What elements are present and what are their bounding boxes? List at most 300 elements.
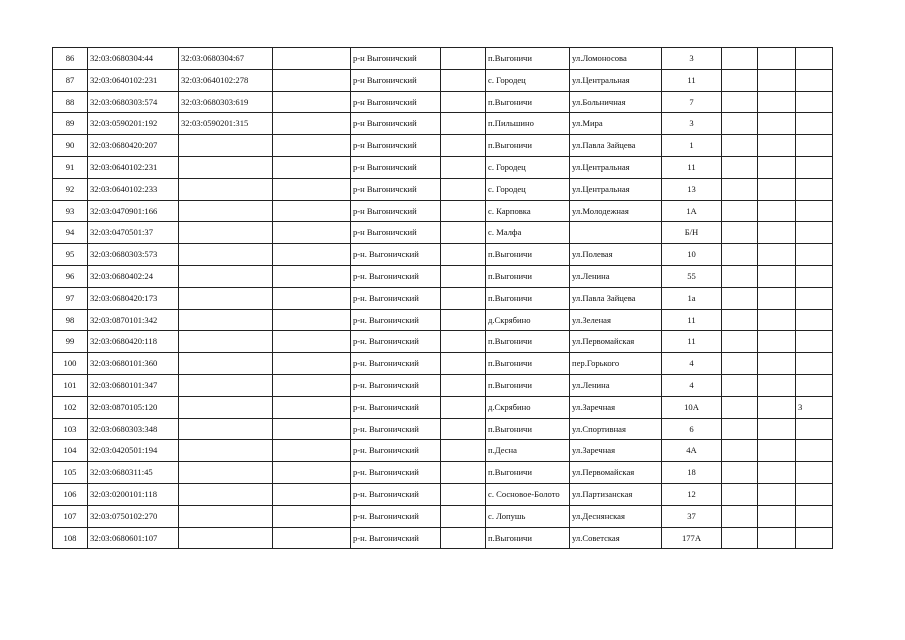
extra-field-cell [273, 222, 351, 244]
district-cell: р-н Выгоничский [351, 69, 441, 91]
row-number-cell: 107 [53, 505, 88, 527]
extra-field-cell [273, 374, 351, 396]
cadastral-number-cell: 32:03:0680303:574 [88, 91, 179, 113]
house-number-cell: 6 [662, 418, 722, 440]
blank-field-cell [441, 505, 486, 527]
table-row [53, 135, 833, 157]
col-11-cell [758, 178, 796, 200]
col-10-cell [722, 178, 758, 200]
col-11-cell [758, 353, 796, 375]
blank-field-cell [441, 462, 486, 484]
col-12-cell [796, 91, 833, 113]
col-10-cell [722, 396, 758, 418]
col-12-cell [796, 331, 833, 353]
district-cell: р-н. Выгоничский [351, 396, 441, 418]
settlement-cell: п.Выгоничи [486, 91, 570, 113]
row-number-cell: 104 [53, 440, 88, 462]
district-cell: р-н. Выгоничский [351, 244, 441, 266]
table-row [53, 374, 833, 396]
extra-field-cell [273, 309, 351, 331]
settlement-cell: п.Выгоничи [486, 374, 570, 396]
street-cell: ул.Ленина [570, 374, 662, 396]
prev-cadastral-number-cell [179, 396, 273, 418]
extra-field-cell [273, 69, 351, 91]
cadastral-number-cell: 32:03:0420501:194 [88, 440, 179, 462]
row-number-cell: 98 [53, 309, 88, 331]
cadastral-number-cell: 32:03:0680402:24 [88, 265, 179, 287]
blank-field-cell [441, 265, 486, 287]
row-number-cell: 95 [53, 244, 88, 266]
col-10-cell [722, 505, 758, 527]
district-cell: р-н Выгоничский [351, 48, 441, 70]
street-cell: ул.Зеленая [570, 309, 662, 331]
settlement-cell: с. Малфа [486, 222, 570, 244]
cadastral-number-cell: 32:03:0640102:233 [88, 178, 179, 200]
extra-field-cell [273, 265, 351, 287]
row-number-cell: 90 [53, 135, 88, 157]
cadastral-number-cell: 32:03:0680420:173 [88, 287, 179, 309]
settlement-cell: п.Выгоничи [486, 265, 570, 287]
extra-field-cell [273, 353, 351, 375]
col-11-cell [758, 287, 796, 309]
settlement-cell: с. Сосновое-Болото [486, 483, 570, 505]
house-number-cell: 1 [662, 135, 722, 157]
col-12-cell [796, 113, 833, 135]
blank-field-cell [441, 440, 486, 462]
house-number-cell: 177А [662, 527, 722, 549]
blank-field-cell [441, 156, 486, 178]
street-cell: ул.Больничная [570, 91, 662, 113]
col-10-cell [722, 113, 758, 135]
table-row [53, 69, 833, 91]
street-cell: ул.Деснянская [570, 505, 662, 527]
table-body [53, 48, 833, 549]
col-10-cell [722, 200, 758, 222]
col-12-cell [796, 353, 833, 375]
house-number-cell: 10 [662, 244, 722, 266]
district-cell: р-н. Выгоничский [351, 418, 441, 440]
table-row [53, 309, 833, 331]
district-cell: р-н Выгоничский [351, 113, 441, 135]
cadastral-number-cell: 32:03:0640102:231 [88, 69, 179, 91]
prev-cadastral-number-cell [179, 200, 273, 222]
col-10-cell [722, 374, 758, 396]
col-11-cell [758, 244, 796, 266]
cadastral-number-cell: 32:03:0680303:348 [88, 418, 179, 440]
col-12-cell: 3 [796, 396, 833, 418]
house-number-cell: 7 [662, 91, 722, 113]
house-number-cell: 1а [662, 287, 722, 309]
extra-field-cell [273, 505, 351, 527]
extra-field-cell [273, 113, 351, 135]
col-11-cell [758, 527, 796, 549]
cadastral-number-cell: 32:03:0680304:44 [88, 48, 179, 70]
col-12-cell [796, 178, 833, 200]
settlement-cell: п.Выгоничи [486, 287, 570, 309]
prev-cadastral-number-cell [179, 483, 273, 505]
col-11-cell [758, 483, 796, 505]
house-number-cell: 11 [662, 69, 722, 91]
district-cell: р-н. Выгоничский [351, 483, 441, 505]
col-12-cell [796, 483, 833, 505]
prev-cadastral-number-cell: 32:03:0640102:278 [179, 69, 273, 91]
col-11-cell [758, 265, 796, 287]
settlement-cell: п.Выгоничи [486, 48, 570, 70]
street-cell: ул.Павла Зайцева [570, 135, 662, 157]
street-cell: ул.Молодежная [570, 200, 662, 222]
col-12-cell [796, 265, 833, 287]
col-10-cell [722, 483, 758, 505]
col-10-cell [722, 244, 758, 266]
table-row [53, 483, 833, 505]
house-number-cell: 12 [662, 483, 722, 505]
house-number-cell: 4 [662, 353, 722, 375]
cadastral-number-cell: 32:03:0200101:118 [88, 483, 179, 505]
prev-cadastral-number-cell [179, 331, 273, 353]
col-11-cell [758, 418, 796, 440]
row-number-cell: 108 [53, 527, 88, 549]
blank-field-cell [441, 244, 486, 266]
row-number-cell: 102 [53, 396, 88, 418]
col-12-cell [796, 418, 833, 440]
col-12-cell [796, 440, 833, 462]
cadastral-number-cell: 32:03:0470501:37 [88, 222, 179, 244]
district-cell: р-н. Выгоничский [351, 353, 441, 375]
street-cell: ул.Павла Зайцева [570, 287, 662, 309]
col-12-cell [796, 527, 833, 549]
table-row [53, 418, 833, 440]
settlement-cell: с. Городец [486, 178, 570, 200]
street-cell: ул.Ленина [570, 265, 662, 287]
street-cell [570, 222, 662, 244]
settlement-cell: с. Городец [486, 69, 570, 91]
extra-field-cell [273, 440, 351, 462]
cadastral-number-cell: 32:03:0470901:166 [88, 200, 179, 222]
cadastral-number-cell: 32:03:0680420:118 [88, 331, 179, 353]
table-row [53, 527, 833, 549]
prev-cadastral-number-cell [179, 505, 273, 527]
blank-field-cell [441, 353, 486, 375]
settlement-cell: п.Выгоничи [486, 462, 570, 484]
col-10-cell [722, 440, 758, 462]
house-number-cell: 18 [662, 462, 722, 484]
cadastral-number-cell: 32:03:0680303:573 [88, 244, 179, 266]
prev-cadastral-number-cell [179, 156, 273, 178]
cadastral-number-cell: 32:03:0680311:45 [88, 462, 179, 484]
col-12-cell [796, 48, 833, 70]
settlement-cell: с. Городец [486, 156, 570, 178]
blank-field-cell [441, 113, 486, 135]
row-number-cell: 92 [53, 178, 88, 200]
col-11-cell [758, 374, 796, 396]
blank-field-cell [441, 527, 486, 549]
col-11-cell [758, 440, 796, 462]
extra-field-cell [273, 156, 351, 178]
table-row [53, 200, 833, 222]
house-number-cell: 11 [662, 331, 722, 353]
cadastral-number-cell: 32:03:0590201:192 [88, 113, 179, 135]
blank-field-cell [441, 483, 486, 505]
district-cell: р-н. Выгоничский [351, 331, 441, 353]
settlement-cell: п.Выгоничи [486, 418, 570, 440]
col-10-cell [722, 353, 758, 375]
col-12-cell [796, 135, 833, 157]
table-row [53, 265, 833, 287]
house-number-cell: 55 [662, 265, 722, 287]
settlement-cell: с. Карповка [486, 200, 570, 222]
table-row [53, 178, 833, 200]
col-11-cell [758, 135, 796, 157]
col-11-cell [758, 156, 796, 178]
col-10-cell [722, 462, 758, 484]
col-11-cell [758, 48, 796, 70]
prev-cadastral-number-cell [179, 309, 273, 331]
cadastral-number-cell: 32:03:0680101:360 [88, 353, 179, 375]
blank-field-cell [441, 309, 486, 331]
col-12-cell [796, 462, 833, 484]
table-row [53, 353, 833, 375]
register-table-sheet [52, 47, 833, 549]
street-cell: ул.Партизанская [570, 483, 662, 505]
extra-field-cell [273, 396, 351, 418]
prev-cadastral-number-cell: 32:03:0680304:67 [179, 48, 273, 70]
col-11-cell [758, 462, 796, 484]
house-number-cell: Б/Н [662, 222, 722, 244]
cadastral-number-cell: 32:03:0680420:207 [88, 135, 179, 157]
prev-cadastral-number-cell: 32:03:0590201:315 [179, 113, 273, 135]
col-10-cell [722, 527, 758, 549]
extra-field-cell [273, 418, 351, 440]
col-10-cell [722, 48, 758, 70]
settlement-cell: п.Выгоничи [486, 527, 570, 549]
col-10-cell [722, 331, 758, 353]
district-cell: р-н. Выгоничский [351, 374, 441, 396]
col-12-cell [796, 156, 833, 178]
row-number-cell: 87 [53, 69, 88, 91]
col-10-cell [722, 91, 758, 113]
street-cell: ул.Мира [570, 113, 662, 135]
cadastral-number-cell: 32:03:0750102:270 [88, 505, 179, 527]
settlement-cell: п.Выгоничи [486, 331, 570, 353]
house-number-cell: 4 [662, 374, 722, 396]
blank-field-cell [441, 200, 486, 222]
row-number-cell: 86 [53, 48, 88, 70]
extra-field-cell [273, 135, 351, 157]
col-10-cell [722, 309, 758, 331]
settlement-cell: п.Десна [486, 440, 570, 462]
extra-field-cell [273, 287, 351, 309]
row-number-cell: 97 [53, 287, 88, 309]
prev-cadastral-number-cell [179, 418, 273, 440]
blank-field-cell [441, 135, 486, 157]
col-11-cell [758, 222, 796, 244]
extra-field-cell [273, 91, 351, 113]
district-cell: р-н. Выгоничский [351, 440, 441, 462]
settlement-cell: п.Выгоничи [486, 353, 570, 375]
house-number-cell: 3 [662, 48, 722, 70]
house-number-cell: 37 [662, 505, 722, 527]
col-11-cell [758, 113, 796, 135]
extra-field-cell [273, 178, 351, 200]
district-cell: р-н Выгоничский [351, 200, 441, 222]
col-10-cell [722, 287, 758, 309]
street-cell: пер.Горького [570, 353, 662, 375]
col-12-cell [796, 222, 833, 244]
table-row [53, 222, 833, 244]
row-number-cell: 88 [53, 91, 88, 113]
row-number-cell: 91 [53, 156, 88, 178]
district-cell: р-н. Выгоничский [351, 309, 441, 331]
row-number-cell: 96 [53, 265, 88, 287]
prev-cadastral-number-cell [179, 440, 273, 462]
street-cell: ул.Советская [570, 527, 662, 549]
prev-cadastral-number-cell [179, 244, 273, 266]
prev-cadastral-number-cell [179, 353, 273, 375]
table-row [53, 462, 833, 484]
extra-field-cell [273, 331, 351, 353]
district-cell: р-н Выгоничский [351, 91, 441, 113]
col-10-cell [722, 156, 758, 178]
street-cell: ул.Центральная [570, 178, 662, 200]
extra-field-cell [273, 527, 351, 549]
row-number-cell: 94 [53, 222, 88, 244]
table-row [53, 287, 833, 309]
district-cell: р-н. Выгоничский [351, 287, 441, 309]
district-cell: р-н Выгоничский [351, 222, 441, 244]
blank-field-cell [441, 48, 486, 70]
settlement-cell: д.Скрябино [486, 309, 570, 331]
settlement-cell: с. Лопушь [486, 505, 570, 527]
cadastral-number-cell: 32:03:0640102:231 [88, 156, 179, 178]
prev-cadastral-number-cell [179, 265, 273, 287]
col-11-cell [758, 91, 796, 113]
col-12-cell [796, 200, 833, 222]
cadastral-number-cell: 32:03:0680601:107 [88, 527, 179, 549]
col-11-cell [758, 396, 796, 418]
col-12-cell [796, 244, 833, 266]
row-number-cell: 89 [53, 113, 88, 135]
house-number-cell: 3 [662, 113, 722, 135]
prev-cadastral-number-cell [179, 287, 273, 309]
row-number-cell: 99 [53, 331, 88, 353]
street-cell: ул.Заречная [570, 440, 662, 462]
table-row [53, 440, 833, 462]
street-cell: ул.Первомайская [570, 462, 662, 484]
district-cell: р-н. Выгоничский [351, 527, 441, 549]
district-cell: р-н Выгоничский [351, 156, 441, 178]
house-number-cell: 10А [662, 396, 722, 418]
prev-cadastral-number-cell [179, 462, 273, 484]
col-12-cell [796, 287, 833, 309]
settlement-cell: п.Выгоничи [486, 244, 570, 266]
blank-field-cell [441, 178, 486, 200]
settlement-cell: д.Скрябино [486, 396, 570, 418]
row-number-cell: 101 [53, 374, 88, 396]
col-10-cell [722, 418, 758, 440]
col-12-cell [796, 505, 833, 527]
blank-field-cell [441, 91, 486, 113]
prev-cadastral-number-cell [179, 374, 273, 396]
district-cell: р-н Выгоничский [351, 178, 441, 200]
street-cell: ул.Спортивная [570, 418, 662, 440]
table-row [53, 113, 833, 135]
street-cell: ул.Заречная [570, 396, 662, 418]
row-number-cell: 105 [53, 462, 88, 484]
blank-field-cell [441, 331, 486, 353]
house-number-cell: 4А [662, 440, 722, 462]
table-row [53, 48, 833, 70]
extra-field-cell [273, 462, 351, 484]
col-11-cell [758, 505, 796, 527]
house-number-cell: 11 [662, 156, 722, 178]
house-number-cell: 13 [662, 178, 722, 200]
settlement-cell: п.Пильшино [486, 113, 570, 135]
cadastral-number-cell: 32:03:0870105:120 [88, 396, 179, 418]
prev-cadastral-number-cell [179, 178, 273, 200]
cadastral-number-cell: 32:03:0870101:342 [88, 309, 179, 331]
district-cell: р-н Выгоничский [351, 135, 441, 157]
settlement-cell: п.Выгоничи [486, 135, 570, 157]
district-cell: р-н. Выгоничский [351, 505, 441, 527]
street-cell: ул.Первомайская [570, 331, 662, 353]
table-row [53, 156, 833, 178]
house-number-cell: 11 [662, 309, 722, 331]
col-11-cell [758, 331, 796, 353]
row-number-cell: 106 [53, 483, 88, 505]
col-11-cell [758, 309, 796, 331]
col-10-cell [722, 69, 758, 91]
table-row [53, 91, 833, 113]
col-10-cell [722, 135, 758, 157]
blank-field-cell [441, 222, 486, 244]
col-12-cell [796, 69, 833, 91]
prev-cadastral-number-cell [179, 135, 273, 157]
extra-field-cell [273, 244, 351, 266]
district-cell: р-н. Выгоничский [351, 462, 441, 484]
table-row [53, 331, 833, 353]
blank-field-cell [441, 418, 486, 440]
extra-field-cell [273, 483, 351, 505]
district-cell: р-н. Выгоничский [351, 265, 441, 287]
col-11-cell [758, 69, 796, 91]
col-11-cell [758, 200, 796, 222]
blank-field-cell [441, 374, 486, 396]
prev-cadastral-number-cell: 32:03:0680303:619 [179, 91, 273, 113]
row-number-cell: 93 [53, 200, 88, 222]
col-12-cell [796, 374, 833, 396]
cadastral-number-cell: 32:03:0680101:347 [88, 374, 179, 396]
table-row [53, 244, 833, 266]
row-number-cell: 100 [53, 353, 88, 375]
blank-field-cell [441, 396, 486, 418]
house-number-cell: 1А [662, 200, 722, 222]
property-register-table [52, 47, 833, 549]
table-row [53, 396, 833, 418]
prev-cadastral-number-cell [179, 222, 273, 244]
blank-field-cell [441, 69, 486, 91]
extra-field-cell [273, 48, 351, 70]
street-cell: ул.Полевая [570, 244, 662, 266]
table-row [53, 505, 833, 527]
extra-field-cell [273, 200, 351, 222]
row-number-cell: 103 [53, 418, 88, 440]
street-cell: ул.Центральная [570, 69, 662, 91]
prev-cadastral-number-cell [179, 527, 273, 549]
street-cell: ул.Центральная [570, 156, 662, 178]
col-10-cell [722, 222, 758, 244]
blank-field-cell [441, 287, 486, 309]
col-12-cell [796, 309, 833, 331]
